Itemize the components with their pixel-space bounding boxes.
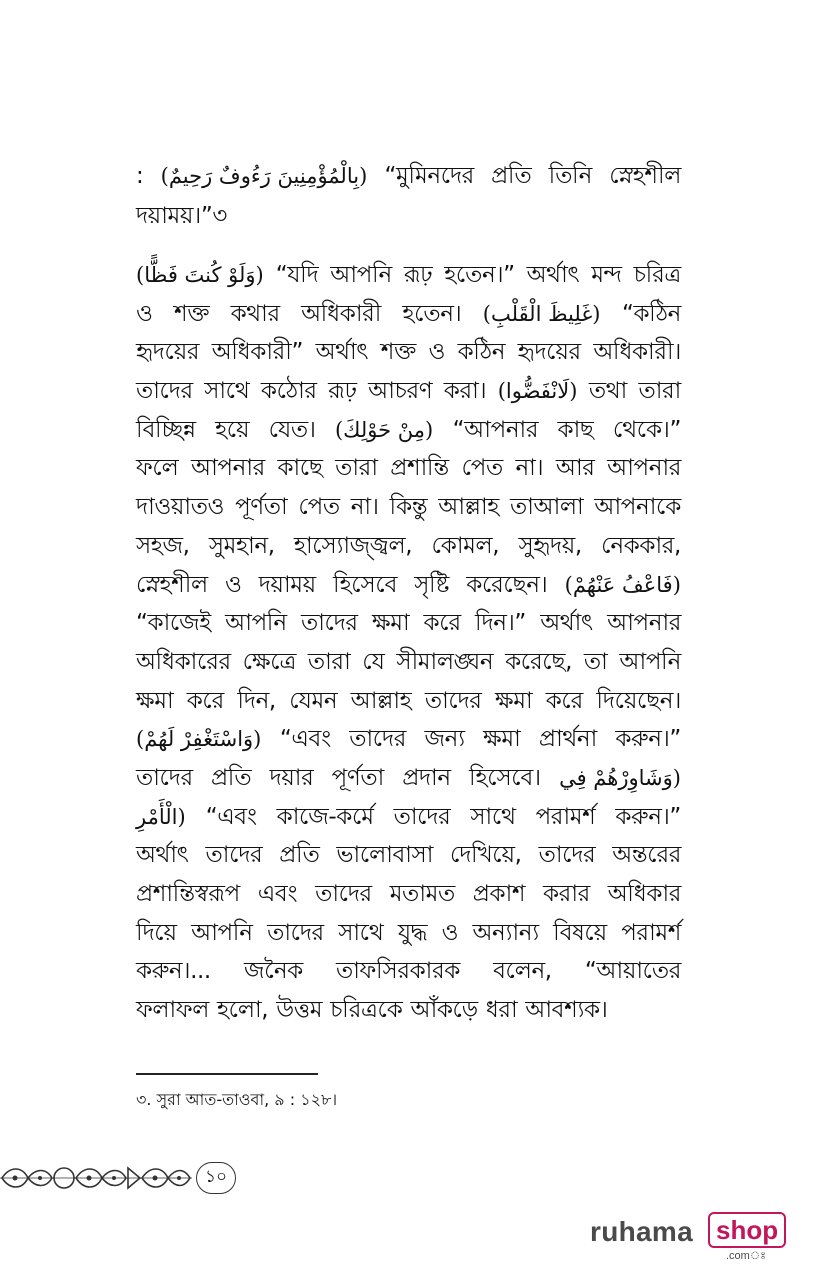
word: করে — [545, 687, 583, 714]
text-line — [136, 604, 681, 643]
word: অধিকারী — [301, 300, 381, 327]
word: কোমল, — [431, 532, 500, 559]
word: তাদের — [300, 610, 358, 637]
word: ও — [224, 571, 242, 598]
word: না। — [515, 455, 544, 482]
text-line — [136, 682, 681, 721]
word: দিন।” — [475, 610, 526, 637]
text-line — [136, 256, 681, 295]
word: যে — [362, 648, 385, 675]
word: হৃদয়ের — [136, 339, 200, 366]
arabic-phrase: (وَشَاوِرْهُمْ فِي — [559, 765, 681, 790]
word: অর্থাৎ — [136, 842, 189, 869]
word: সৃষ্টি — [414, 571, 449, 598]
word: অধিকারী” — [211, 339, 304, 366]
word: জন্য — [424, 726, 465, 753]
word: তিনি — [548, 163, 592, 189]
word: আচরণ — [368, 378, 433, 405]
word: আর — [555, 455, 595, 482]
word: “যদি — [275, 262, 319, 288]
text-line — [136, 798, 681, 837]
word: সাথে — [470, 803, 516, 830]
word: ক্ষমা — [494, 687, 533, 714]
arabic-phrase: (غَلِيظَ الْقَلْبِ) — [482, 301, 601, 326]
word: বিচ্ছিন্ন — [136, 416, 196, 443]
word: ভালোবাসা — [336, 842, 434, 869]
word: ধরা — [485, 997, 518, 1024]
body-paragraph — [136, 256, 681, 1030]
word: না। — [350, 494, 379, 521]
text-line — [136, 875, 681, 914]
page-number: ১০ — [196, 1162, 236, 1194]
word: পরামর্শ — [535, 803, 596, 830]
word: “এবং — [279, 726, 331, 753]
word: অর্থাৎ — [526, 262, 580, 288]
word: হিসেবে। — [468, 764, 541, 791]
text-line — [136, 527, 681, 566]
text-line — [136, 372, 681, 411]
word: পেত — [461, 455, 503, 482]
word: তারা — [307, 648, 351, 675]
word: প্রতি — [279, 842, 320, 869]
word: অর্থাৎ — [540, 610, 593, 637]
word: পূর্ণতা — [235, 494, 288, 521]
word: হতেন। — [402, 300, 462, 327]
word: অন্তরের — [612, 842, 681, 869]
word: দয়াময়।”৩ — [136, 203, 227, 229]
footnote: ৩. সুরা আত-তাওবা, ৯ : ১২৮। — [136, 1090, 338, 1109]
word: দিয়ে — [136, 919, 177, 946]
word: স্নেহশীল — [609, 163, 681, 189]
word: “কাজেই — [136, 610, 211, 637]
text-line — [136, 836, 681, 875]
brand-logo-domain: .comঃ — [726, 1250, 767, 1262]
word: হাস্যোজ্জ্বল, — [293, 532, 413, 559]
word: ফলে — [136, 455, 179, 482]
intro-paragraph — [136, 156, 681, 236]
word: পূর্ণতা — [331, 764, 384, 791]
word: তাদের — [136, 378, 193, 405]
word: তাদের — [136, 764, 193, 791]
arabic-phrase: (وَاسْتَغْفِرْ لَهُمْ) — [136, 727, 262, 752]
text-line — [136, 991, 681, 1030]
word: দয়ার — [269, 764, 314, 791]
word: ও — [428, 339, 446, 366]
word: অর্থাৎ — [315, 339, 369, 366]
word: মন্দ — [591, 262, 622, 288]
word: তাদের — [538, 842, 596, 869]
word: এবং — [257, 881, 298, 907]
word: আঁকড়ে — [410, 997, 478, 1024]
word: অধিকারী। — [593, 339, 681, 366]
word: জনৈক — [244, 958, 303, 985]
word: “আয়াতের — [584, 958, 681, 985]
word: আপনি — [330, 262, 392, 288]
word: দিন, — [237, 687, 276, 714]
word: মতামত — [389, 881, 455, 907]
word: যুদ্ধ — [397, 919, 428, 946]
word: উত্তম — [276, 997, 323, 1024]
word: প্রকাশ — [472, 881, 526, 907]
arabic-phrase: (وَلَوْ كُنتَ فَظًّا) — [136, 263, 264, 287]
text-line — [136, 449, 681, 488]
word: আপনার — [607, 610, 681, 637]
word: তাফসিরকারক — [336, 958, 460, 985]
arabic-phrase: (بِالْمُؤْمِنِينَ رَءُوفٌ رَحِيمٌ) — [160, 164, 368, 188]
word: হৃদয়ের — [517, 339, 581, 366]
word: যেমন — [289, 687, 338, 714]
word: দয়াময় — [258, 571, 316, 598]
word: আপনি — [225, 610, 287, 637]
brand-logo[interactable] — [590, 1208, 780, 1262]
word: আল্লাহ — [350, 687, 412, 714]
word: আপনি — [191, 919, 253, 946]
ornament-border-icon — [0, 1160, 192, 1196]
text-line — [136, 411, 681, 450]
word: তারা — [638, 378, 681, 405]
word: করেছেন। — [466, 571, 548, 598]
word: ক্ষমা — [371, 610, 410, 637]
word: করেছে, — [505, 648, 572, 675]
word: আবশ্যক। — [525, 997, 608, 1024]
word: হলো, — [216, 997, 269, 1024]
text-line — [136, 488, 681, 527]
word: পেত — [298, 494, 340, 521]
text-line — [136, 643, 681, 682]
word: অন্যান্য — [472, 919, 539, 946]
word: “আপনার — [452, 416, 539, 443]
word: ক্ষমা — [136, 687, 174, 714]
word: অধিকারের — [136, 648, 231, 675]
word: কথার — [230, 300, 280, 327]
text-line — [136, 566, 681, 605]
brand-logo-text: ruhama — [590, 1216, 693, 1247]
word: আপনার — [607, 455, 681, 482]
word: করুন।” — [615, 803, 681, 830]
word: তাদের — [315, 881, 372, 907]
word: কাছ — [557, 416, 594, 443]
word: যেত। — [268, 416, 316, 443]
word: তাদের — [424, 687, 482, 714]
word: তাদের — [349, 726, 406, 753]
word: করুন।... — [136, 958, 211, 985]
word: আপনার — [190, 455, 265, 482]
text-line — [136, 333, 681, 372]
word: প্রদান — [402, 764, 451, 791]
arabic-phrase: (لَانْفَضُّوا) — [497, 379, 578, 404]
arabic-phrase: (الْأَمْرِ — [136, 804, 186, 829]
text-line — [136, 720, 681, 759]
word: করা। — [443, 378, 487, 405]
word: শক্ত — [173, 300, 210, 327]
word: সুমহান, — [208, 532, 275, 559]
word: তাআলা — [509, 494, 584, 521]
word: অধিকার — [607, 881, 681, 907]
word: চরিত্রকে — [330, 997, 403, 1024]
word: আল্লাহ — [438, 494, 499, 521]
word: চরিত্র — [633, 262, 681, 288]
arabic-phrase: (فَاعْفُ عَنْهُمْ) — [564, 572, 681, 597]
text-line — [136, 952, 681, 991]
footnote-divider — [136, 1073, 318, 1075]
word: দেখিয়ে, — [449, 842, 522, 869]
word: “মুমিনদের — [384, 163, 474, 189]
word: পরামর্শ — [621, 919, 681, 946]
word: বিষয়ে — [553, 919, 607, 946]
word: ফলাফল — [136, 997, 209, 1024]
word: স্নেহশীল — [136, 571, 208, 598]
word: সহজ, — [136, 532, 190, 559]
word: প্রতি — [491, 163, 532, 189]
word: দাওয়াতও — [136, 494, 225, 521]
word: আপনাকে — [594, 494, 681, 521]
word: তথা — [588, 378, 627, 405]
word: সাথে — [204, 378, 250, 405]
word: করুন।” — [615, 726, 681, 753]
word: ক্ষেত্রে — [242, 648, 296, 675]
word: দিয়েছেন। — [596, 687, 681, 714]
word: “কঠিন — [621, 300, 681, 327]
word: সীমালঙ্ঘন — [396, 648, 494, 675]
text-line — [136, 196, 681, 236]
word: নেককার, — [601, 532, 681, 559]
word: সাথে — [338, 919, 384, 946]
word: সুহৃদয়, — [518, 532, 582, 559]
word: কাছে — [277, 455, 323, 482]
word: : — [136, 163, 144, 189]
text-line — [136, 759, 681, 798]
text-line — [136, 295, 681, 334]
word: তারা — [335, 455, 378, 482]
word: কঠোর — [260, 378, 317, 405]
word: কাজে-কর্মে — [276, 803, 374, 830]
word: প্রার্থনা — [538, 726, 597, 753]
word: “এবং — [205, 803, 257, 830]
word: ও — [441, 919, 459, 946]
word: করে — [423, 610, 461, 637]
word: করে — [186, 687, 224, 714]
word: তাদের — [267, 919, 324, 946]
word: তা — [583, 648, 608, 675]
word: তাদের — [393, 803, 451, 830]
word: বলেন, — [493, 958, 552, 985]
arabic-phrase: (مِنْ حَوْلِكَ) — [334, 417, 434, 442]
word: ও — [136, 300, 153, 327]
word: প্রতি — [211, 764, 252, 791]
text-line — [136, 914, 681, 953]
word: হতেন।” — [444, 262, 515, 288]
word: শক্ত — [380, 339, 416, 366]
word: প্রশান্তিস্বরূপ — [136, 881, 240, 907]
word: প্রশান্তি — [390, 455, 449, 482]
word: ক্ষমা — [483, 726, 521, 753]
word: কঠিন — [457, 339, 506, 366]
word: আপনি — [619, 648, 681, 675]
word: হয়ে — [215, 416, 250, 443]
word: তাদের — [205, 842, 263, 869]
word: কিন্তু — [389, 494, 428, 521]
text-line — [136, 156, 681, 196]
word: রূঢ় — [328, 378, 357, 405]
word: করার — [542, 881, 590, 907]
word: থেকে।” — [612, 416, 681, 443]
brand-logo-boxed-text: shop — [708, 1212, 786, 1248]
word: হিসেবে — [333, 571, 397, 598]
word: রূঢ় — [403, 262, 433, 288]
